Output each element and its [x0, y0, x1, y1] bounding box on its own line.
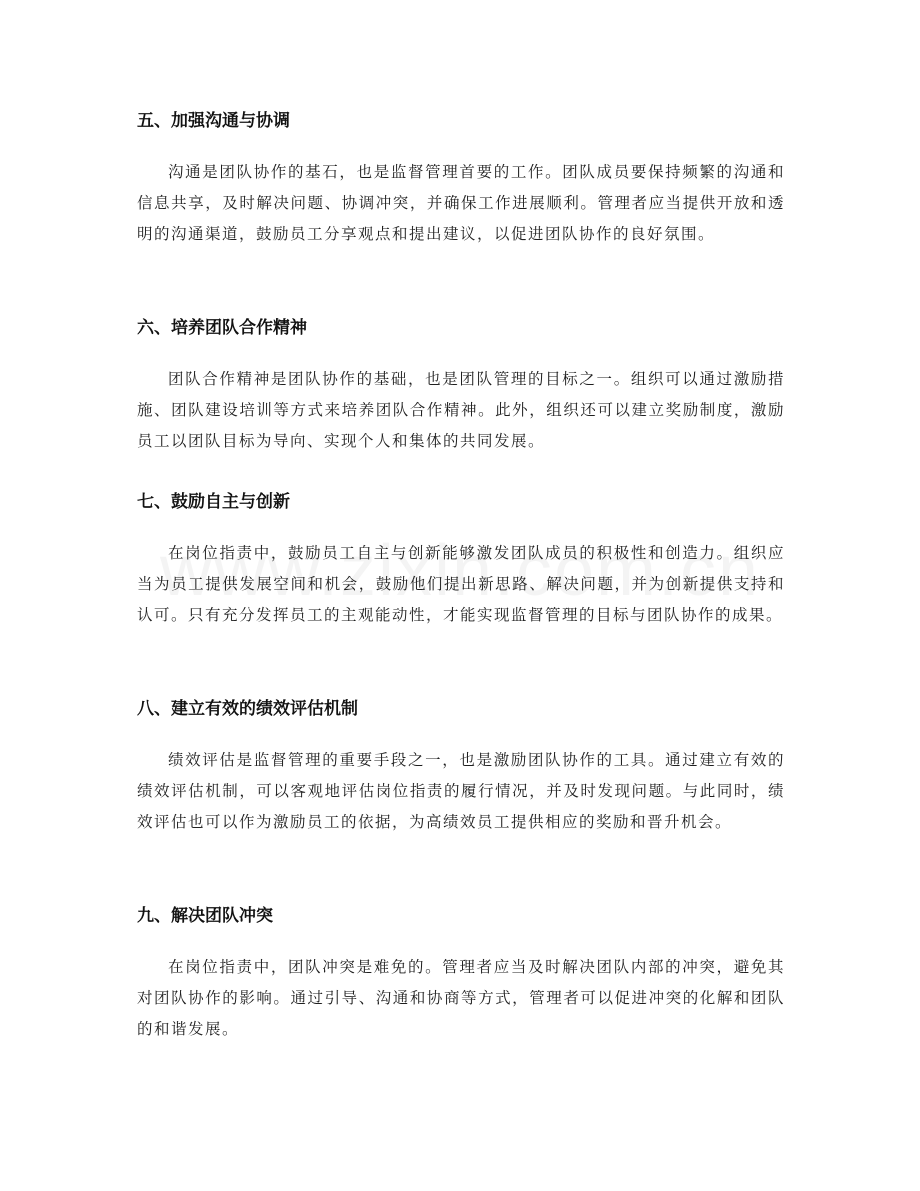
section-8: [137, 697, 785, 838]
section-7: [137, 490, 785, 631]
section-paragraph: 沟通是团队协作的基石，也是监督管理首要的工作。团队成员要保持频繁的沟通和信息共享，及时解决问题、协调冲突，并确保工作进展顺利。管理者应当提供开放和透明的沟通渠道，鼓励员工分享观点和提出建议，以促进团队协作的良好氛围。: [137, 163, 785, 243]
section-paragraph: 在岗位指责中，团队冲突是难免的。管理者应当及时解决团队内部的冲突，避免其对团队协作的影响。通过引导、沟通和协商等方式，管理者可以促进冲突的化解和团队的和谐发展。: [137, 958, 785, 1038]
section-heading: 九、解决团队冲突: [137, 906, 273, 926]
section-heading: 八、建立有效的绩效评估机制: [137, 699, 358, 719]
section-heading: 六、培养团队合作精神: [137, 318, 307, 338]
section-5: [137, 109, 785, 250]
section-heading: 七、鼓励自主与创新: [137, 492, 290, 512]
section-6: [137, 316, 785, 457]
section-paragraph: 团队合作精神是团队协作的基础，也是团队管理的目标之一。组织可以通过激励措施、团队建设培训等方式来培养团队合作精神。此外，组织还可以建立奖励制度，激励员工以团队目标为导向、实现个人和集体的共同发展。: [137, 370, 785, 450]
section-heading: 五、加强沟通与协调: [137, 111, 290, 131]
section-9: [137, 904, 785, 1045]
section-paragraph: 绩效评估是监督管理的重要手段之一，也是激励团队协作的工具。通过建立有效的绩效评估机制，可以客观地评估岗位指责的履行情况，并及时发现问题。与此同时，绩效评估也可以作为激励员工的依据，为高绩效员工提供相应的奖励和晋升机会。: [137, 751, 785, 831]
section-paragraph: 在岗位指责中，鼓励员工自主与创新能够激发团队成员的积极性和创造力。组织应当为员工提供发展空间和机会，鼓励他们提出新思路、解决问题，并为创新提供支持和认可。只有充分发挥员工的主观能动性，才能实现监督管理的目标与团队协作的成果。: [137, 544, 785, 624]
